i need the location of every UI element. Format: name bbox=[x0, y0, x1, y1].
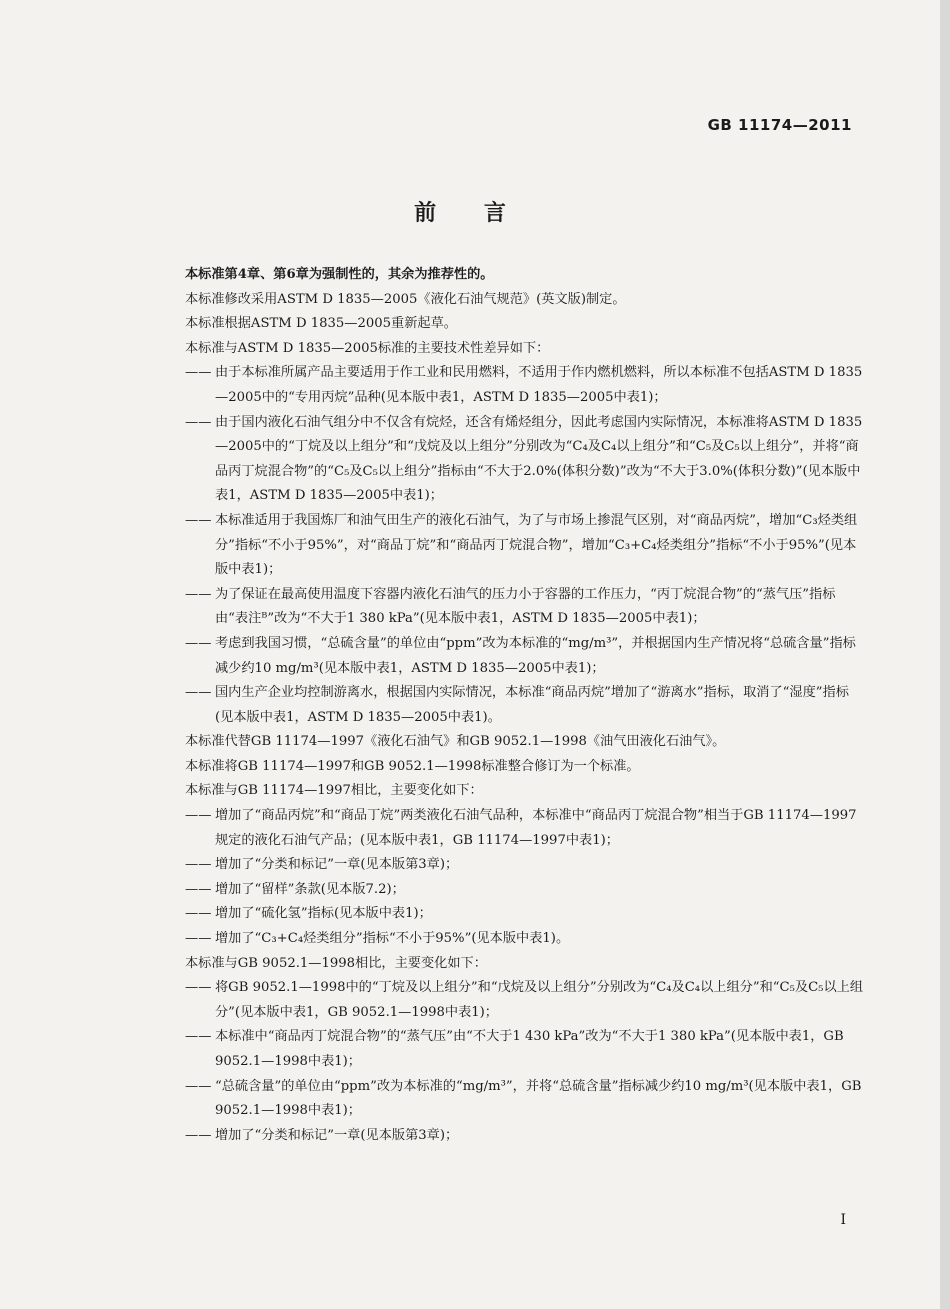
list-item-text: 将GB 9052.1—1998中的“丁烷及以上组分”和“戊烷及以上组分”分别改为“C₄及C₄以上组分”和“C₅及C₅以上组分”(见本版中表1，GB 9052.1—1998中表1)； bbox=[215, 980, 864, 1020]
dash-marker: —— bbox=[185, 906, 212, 922]
list-item-text: 增加了“商品丙烷”和“商品丁烷”两类液化石油气品种，本标准中“商品丙丁烷混合物”相当于GB 11174—1997规定的液化石油气产品；(见本版中表1，GB 11174—1997中表1)； bbox=[215, 808, 857, 848]
dash-marker: —— bbox=[185, 685, 212, 701]
list-item bbox=[185, 878, 865, 903]
dash-marker: —— bbox=[185, 586, 212, 602]
standard-number: GB 11174—2011 bbox=[707, 116, 852, 134]
list-item bbox=[185, 804, 865, 853]
list-item bbox=[185, 632, 865, 681]
list-item bbox=[185, 853, 865, 878]
dash-marker: —— bbox=[185, 512, 212, 528]
list-item-text: 国内生产企业均控制游离水，根据国内实际情况，本标准“商品丙烷”增加了“游离水”指标，取消了“湿度”指标(见本版中表1，ASTM D 1835—2005中表1)。 bbox=[215, 685, 849, 725]
dash-marker: —— bbox=[185, 881, 212, 897]
list-item-text: 由于本标准所属产品主要适用于作工业和民用燃料，不适用于作内燃机燃料，所以本标准不包括ASTM D 1835—2005中的“专用丙烷”品种(见本版中表1，ASTM D 1835—2005中表1)； bbox=[215, 365, 863, 405]
list-item bbox=[185, 583, 865, 632]
list-item bbox=[185, 509, 865, 583]
dash-marker: —— bbox=[185, 414, 212, 430]
list-item-text: 本标准适用于我国炼厂和油气田生产的液化石油气，为了与市场上掺混气区别，对“商品丙烷”，增加“C₃烃类组分”指标“不小于95%”，对“商品丁烷”和“商品丙丁烷混合物”，增加“C₃+C₄烃类组分”指标“不小于95%”(见本版中表1)； bbox=[215, 512, 858, 578]
dash-marker: —— bbox=[185, 857, 212, 873]
list-item-text: 增加了“留样”条款(见本版7.2)； bbox=[215, 881, 405, 897]
dash-marker: —— bbox=[185, 931, 212, 947]
paragraph: 本标准与GB 9052.1—1998相比，主要变化如下： bbox=[185, 955, 487, 971]
dash-marker: —— bbox=[185, 1078, 212, 1094]
list-item bbox=[185, 681, 865, 730]
list-item-text: “总硫含量”的单位由“ppm”改为本标准的“mg/m³”，并将“总硫含量”指标减少约10 mg/m³(见本版中表1，GB 9052.1—1998中表1)； bbox=[215, 1078, 862, 1119]
list-item bbox=[185, 361, 865, 410]
list-item-text: 本标准中“商品丙丁烷混合物”的“蒸气压”由“不大于1 430 kPa”改为“不大于1 380 kPa”(见本版中表1，GB 9052.1—1998中表1)； bbox=[215, 1029, 844, 1069]
dash-marker: —— bbox=[185, 1029, 212, 1045]
list-item bbox=[185, 1025, 865, 1074]
paragraph: 本标准代替GB 11174—1997《液化石油气》和GB 9052.1—1998《油气田液化石油气》。 bbox=[185, 734, 726, 750]
dash-marker: —— bbox=[185, 365, 212, 381]
list-item-text: 增加了“分类和标记”一章(见本版第3章)； bbox=[215, 857, 459, 873]
dash-marker: —— bbox=[185, 808, 212, 824]
list-item-text: 由于国内液化石油气组分中不仅含有烷烃，还含有烯烃组分，因此考虑国内实际情况，本标准将ASTM D 1835—2005中的“丁烷及以上组分”和“戊烷及以上组分”分别改为“C₄及C₄以上组分”和“C₅及C₅以上组分”，并将“商品丙丁烷混合物”的“C₅及C₅以上组分”指标由“不大于2.0%(体积分数)”改为“不大于3.0%(体积分数)”(见本版中表1，ASTM D 1835—2005中表1)； bbox=[215, 414, 863, 504]
page-title: 前 言 bbox=[414, 201, 526, 226]
dash-marker: —— bbox=[185, 635, 212, 651]
list-item-text: 考虑到我国习惯，“总硫含量”的单位由“ppm”改为本标准的“mg/m³”，并根据国内生产情况将“总硫含量”指标减少约10 mg/m³(见本版中表1，ASTM D 1835—2005中表1)； bbox=[215, 635, 856, 676]
list-item bbox=[185, 411, 865, 509]
dash-marker: —— bbox=[185, 1127, 212, 1143]
list-item-text: 增加了“硫化氢”指标(见本版中表1)； bbox=[215, 906, 432, 922]
paragraph: 本标准与ASTM D 1835—2005标准的主要技术性差异如下： bbox=[185, 340, 550, 356]
list-item bbox=[185, 1075, 865, 1124]
list-item bbox=[185, 1124, 865, 1149]
document-body bbox=[185, 263, 865, 1148]
list-item-text: 增加了“C₃+C₄烃类组分”指标“不小于95%”(见本版中表1)。 bbox=[215, 931, 570, 947]
list-item-text: 为了保证在最高使用温度下容器内液化石油气的压力小于容器的工作压力，“丙丁烷混合物”的“蒸气压”指标由“表注ᴮ”改为“不大于1 380 kPa”(见本版中表1，ASTM D 1835—2005中表1)； bbox=[215, 586, 836, 627]
paragraph: 本标准根据ASTM D 1835—2005重新起草。 bbox=[185, 316, 457, 332]
page-number: I bbox=[840, 1212, 846, 1228]
paragraph: 本标准将GB 11174—1997和GB 9052.1—1998标准整合修订为一个标准。 bbox=[185, 758, 640, 774]
paragraph: 本标准与GB 11174—1997相比，主要变化如下： bbox=[185, 783, 483, 799]
dash-marker: —— bbox=[185, 980, 212, 996]
list-item-text: 增加了“分类和标记”一章(见本版第3章)； bbox=[215, 1127, 459, 1143]
paragraph: 本标准第4章、第6章为强制性的，其余为推荐性的。 bbox=[185, 267, 494, 282]
list-item bbox=[185, 927, 865, 952]
list-item bbox=[185, 902, 865, 927]
paragraph: 本标准修改采用ASTM D 1835—2005《液化石油气规范》(英文版)制定。 bbox=[185, 291, 626, 307]
list-item bbox=[185, 976, 865, 1025]
